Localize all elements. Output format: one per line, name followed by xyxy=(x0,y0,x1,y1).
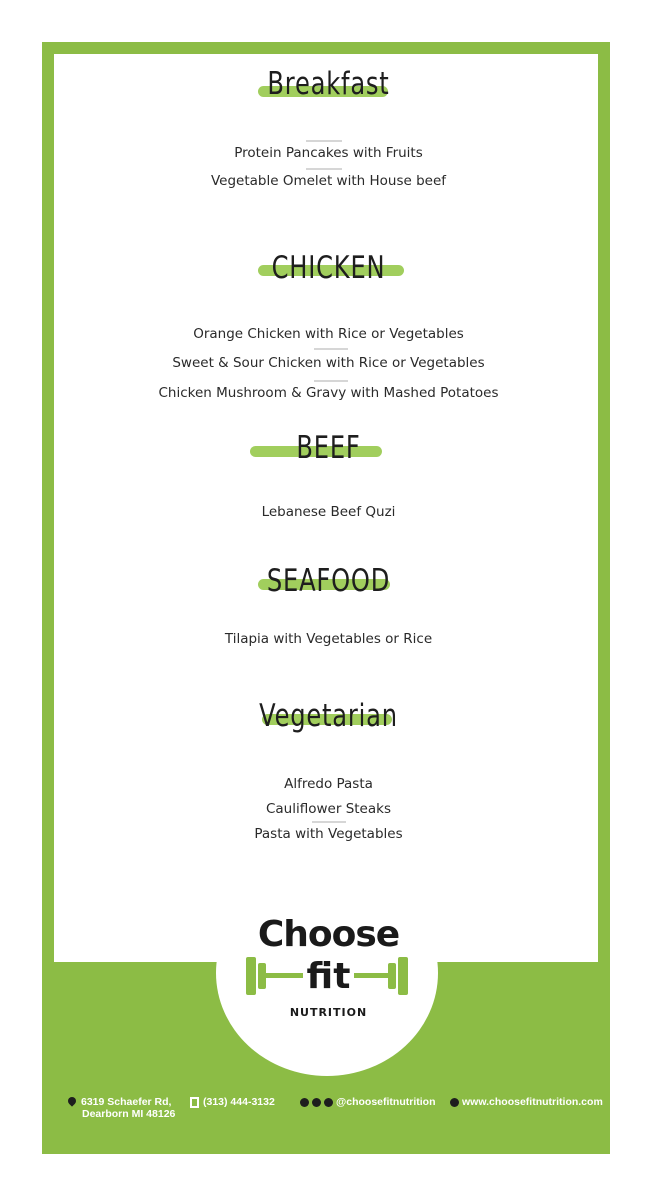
section-title-chicken: CHICKEN xyxy=(271,250,386,286)
snapchat-icon xyxy=(324,1098,333,1107)
footer-address xyxy=(68,1096,175,1120)
section-title-seafood: SEAFOOD xyxy=(266,563,391,599)
separator xyxy=(314,348,348,350)
menu-item: Tilapia with Vegetables or Rice xyxy=(224,631,433,647)
logo-fit xyxy=(0,956,657,997)
phone-text: (313) 444-3132 xyxy=(203,1096,275,1108)
menu-item: Protein Pancakes with Fruits xyxy=(234,145,423,161)
address-line2: Dearborn MI 48126 xyxy=(82,1108,176,1120)
menu-item: Sweet & Sour Chicken with Rice or Vegetables xyxy=(172,355,485,371)
menu-item: Alfredo Pasta xyxy=(284,776,373,792)
separator xyxy=(306,140,342,142)
menu-item: Vegetable Omelet with House beef xyxy=(210,173,447,189)
footer-phone[interactable] xyxy=(190,1096,275,1108)
social-handle: @choosefitnutrition xyxy=(336,1096,436,1108)
section-title-breakfast: Breakfast xyxy=(267,66,390,102)
separator xyxy=(312,821,346,823)
menu-item: Pasta with Vegetables xyxy=(254,826,403,842)
globe-icon xyxy=(450,1098,459,1107)
section-title-vegetarian: Vegetarian xyxy=(259,698,398,734)
menu-item: Cauliflower Steaks xyxy=(265,801,391,817)
instagram-icon xyxy=(312,1098,321,1107)
separator xyxy=(306,168,342,170)
website-url: www.choosefitnutrition.com xyxy=(462,1096,603,1108)
footer-website[interactable] xyxy=(450,1096,603,1108)
separator xyxy=(314,380,348,382)
location-pin-icon xyxy=(66,1095,77,1106)
section-title-beef: BEEF xyxy=(296,430,361,466)
footer-social[interactable] xyxy=(300,1096,435,1108)
logo-fit-text: fit xyxy=(303,956,355,997)
logo-choose: Choose xyxy=(257,914,400,955)
facebook-icon xyxy=(300,1098,309,1107)
phone-icon xyxy=(190,1097,199,1108)
menu-item: Lebanese Beef Quzi xyxy=(261,504,396,520)
menu-item: Chicken Mushroom & Gravy with Mashed Potatoes xyxy=(158,385,499,401)
address-line1: 6319 Schaefer Rd, xyxy=(81,1096,172,1108)
logo-nutrition: NUTRITION xyxy=(289,1006,368,1019)
menu-item: Orange Chicken with Rice or Vegetables xyxy=(193,326,464,342)
